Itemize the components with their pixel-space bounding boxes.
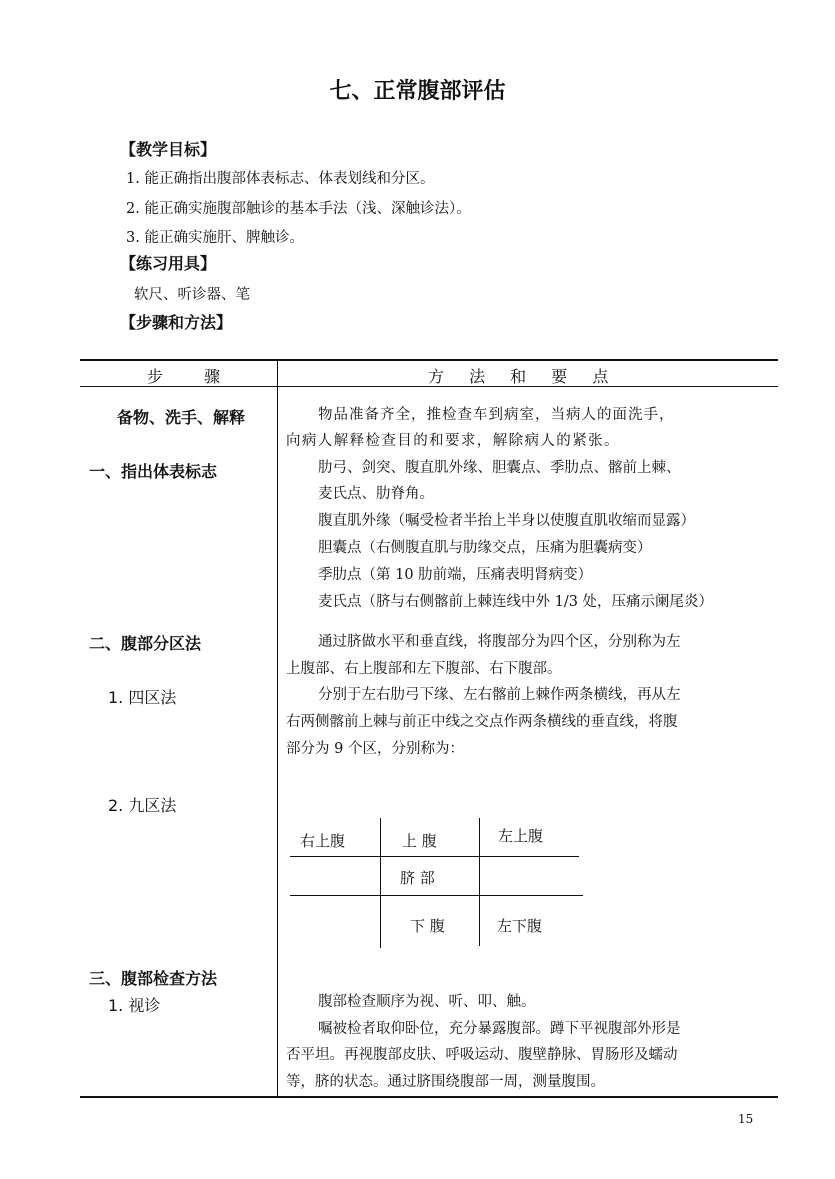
step-1-landmarks: 一、指出体表标志 xyxy=(89,462,218,481)
tools-heading: 【练习用具】 xyxy=(120,254,217,273)
step-2-2-nine-zones: 2. 九区法 xyxy=(108,796,177,815)
column-header-steps: 步 骤 xyxy=(147,367,239,386)
zone9-text: 分别于左右肋弓下缘、左右髂前上棘作两条横线，再从左 xyxy=(318,687,681,703)
zone-umbilical: 脐 部 xyxy=(400,869,435,887)
grid-divider-vertical-right xyxy=(479,818,480,946)
step-prep: 备物、洗手、解释 xyxy=(117,408,246,427)
landmarks-text: 肋弓、剑突、腹直肌外缘、胆囊点、季肋点、髂前上棘、 xyxy=(318,460,681,476)
objectives-heading: 【教学目标】 xyxy=(120,140,217,159)
objective-item: 2. 能正确实施腹部触诊的基本手法（浅、深触诊法）。 xyxy=(126,201,471,217)
landmark-gallbladder: 胆囊点（右侧腹直肌与肋缘交点，压痛为胆囊病变） xyxy=(318,540,652,556)
prep-text: 物品准备齐全，推检查车到病室，当病人的面洗手， xyxy=(318,407,675,423)
inspection-text: 否平坦。再视腹部皮肤、呼吸运动、腹壁静脉、胃肠形及蠕动 xyxy=(286,1047,678,1063)
inspection-text: 等，脐的状态。通过脐围绕腹部一周，测量腹围。 xyxy=(286,1074,605,1090)
tools-list: 软尺、听诊器、笔 xyxy=(134,287,250,303)
zone-left-upper: 左上腹 xyxy=(498,827,544,845)
table-column-divider xyxy=(277,359,278,1098)
page-title: 七、正常腹部评估 xyxy=(329,78,506,104)
zone9-text: 部分为 9 个区，分别称为： xyxy=(286,741,464,757)
grid-divider-horizontal-top xyxy=(290,856,579,857)
zone4-text: 上腹部、右上腹部和左下腹部、右下腹部。 xyxy=(286,661,562,677)
zone9-text: 右两侧髂前上棘与前正中线之交点作两条横线的垂直线，将腹 xyxy=(286,714,678,730)
objective-item: 3. 能正确实施肝、脾触诊。 xyxy=(126,230,304,246)
landmark-mcburney: 麦氏点（脐与右侧髂前上棘连线中外 1/3 处，压痛示阑尾炎） xyxy=(318,594,714,610)
exam-order-text: 腹部检查顺序为视、听、叩、触。 xyxy=(318,994,536,1010)
landmark-rectus: 腹直肌外缘（嘱受检者半抬上半身以使腹直肌收缩而显露） xyxy=(318,513,695,529)
zone-hypogastric: 下 腹 xyxy=(410,917,445,935)
zone-right-upper: 右上腹 xyxy=(300,832,346,850)
table-top-rule xyxy=(80,359,778,361)
page-number: 15 xyxy=(738,1112,754,1126)
step-2-zones: 二、腹部分区法 xyxy=(89,634,202,653)
grid-divider-vertical-left xyxy=(380,818,381,948)
step-3-1-inspection: 1. 视诊 xyxy=(108,996,161,1015)
prep-text: 向病人解释检查目的和要求，解除病人的紧张。 xyxy=(286,433,620,449)
step-3-exam-methods: 三、腹部检查方法 xyxy=(89,969,218,988)
zone-left-lower: 左下腹 xyxy=(497,917,543,935)
table-bottom-rule xyxy=(80,1096,778,1098)
zone-epigastric: 上 腹 xyxy=(402,832,437,850)
column-header-methods: 方 法 和 要 点 xyxy=(428,367,619,386)
landmarks-text: 麦氏点、肋脊角。 xyxy=(318,486,434,502)
inspection-text: 嘱被检者取仰卧位，充分暴露腹部。蹲下平视腹部外形是 xyxy=(318,1021,681,1037)
step-2-1-four-zones: 1. 四区法 xyxy=(108,688,177,707)
objective-item: 1. 能正确指出腹部体表标志、体表划线和分区。 xyxy=(126,171,435,187)
landmark-costal: 季肋点（第 10 肋前端，压痛表明肾病变） xyxy=(318,567,593,583)
steps-heading: 【步骤和方法】 xyxy=(120,313,233,332)
zone4-text: 通过脐做水平和垂直线，将腹部分为四个区，分别称为左 xyxy=(318,634,681,650)
grid-divider-horizontal-bottom xyxy=(290,895,583,896)
